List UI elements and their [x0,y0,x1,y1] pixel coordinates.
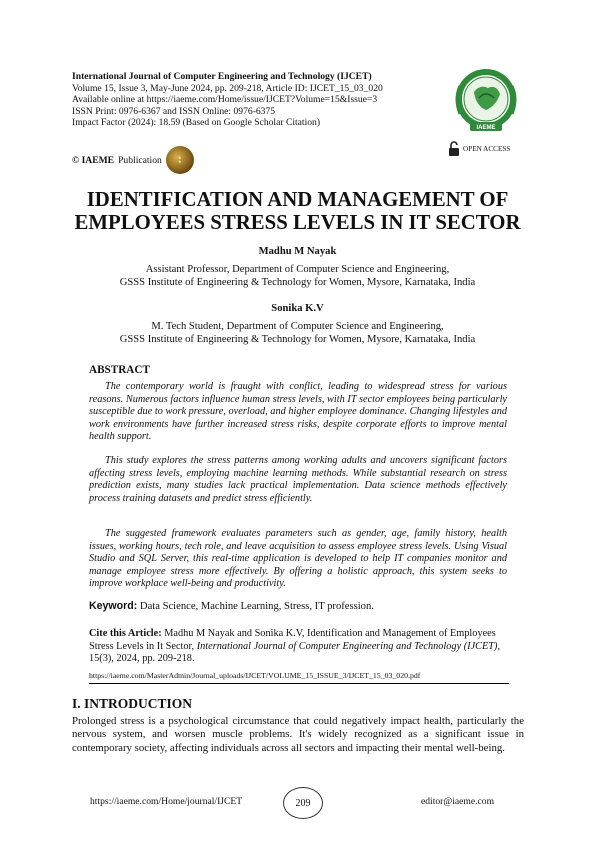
open-lock-icon [448,141,460,157]
abstract-paragraph-3 [89,528,507,591]
issn-line: ISSN Print: 0976-6367 and ISSN Online: 0976-6375 [72,105,276,117]
keywords-label: Keyword: [89,600,138,612]
journal-header [72,71,442,129]
author-affiliation-1 [40,263,555,289]
title-line-1: IDENTIFICATION AND MANAGEMENT OF [86,188,509,211]
paper-title [40,188,555,234]
citation-text: Madhu M Nayak and Sonika K.V, Identification and Management of Employees Stress Levels in It Sector, [89,628,496,652]
citation-url[interactable]: https://iaeme.com/MasterAdmin/Journal_uploads/IJCET/VOLUME_15_ISSUE_3/IJCET_15_03_020.pdf [89,671,421,680]
available-online-line[interactable]: Available online at https://iaeme.com/Home/issue/IJCET?Volume=15&Issue=3 [72,94,378,106]
citation-details: , 15(3), 2024, pp. 209-218. [89,640,501,664]
abstract-heading: ABSTRACT [89,364,150,376]
divider [89,683,509,684]
author-name-2: Sonika K.V [271,303,324,314]
abstract-text: The suggested framework evaluates parameters such as gender, age, family history, health issues, working hours, tech role, and leave acquisition to assess employee stress levels. Using Visual Studio and SQL Server, this real-time application is developed to help IT companies monitor and manage employee stress more effectively. By offering a holistic approach, this system seeks to improve workplace well-being and productivity. [89,528,507,590]
journal-title: International Journal of Computer Engineering and Technology (IJCET) [72,71,372,82]
author-affiliation-2 [40,320,555,346]
abstract-text: This study explores the stress patterns among working adults and uncovers significant factors affecting stress levels, employing machine learning methods. While substantial research on stress prediction exists, many studies lack practical implementation. Data science methods effectively process training datasets and predict stress efficiently. [89,455,507,504]
citation-label: Cite this Article: [89,628,162,639]
title-line-2: EMPLOYEES STRESS LEVELS IN IT SECTOR [74,211,521,234]
publisher-brand: © IAEME [72,154,115,166]
publisher-suffix: Publication [118,154,162,166]
affiliation-line: GSSS Institute of Engineering & Technology for Women, Mysore, Karnataka, India [119,277,476,288]
keywords-text: Data Science, Machine Learning, Stress, IT profession. [137,601,374,612]
citation-journal: International Journal of Computer Engineering and Technology (IJCET) [196,640,498,652]
section-body: Prolonged stress is a psychological circumstance that could negatively impact health, particularly the nervous system, and worsen muscle problems. It's widely recognized as a significant issue in contemporary society, affecting individuals across all sectors and impacting their mental well-being. [72,715,524,754]
award-badge-icon: ★ ★ [166,146,194,174]
affiliation-line: GSSS Institute of Engineering & Technology for Women, Mysore, Karnataka, India [119,334,476,345]
svg-text:IAEME: IAEME [476,125,496,131]
footer-email-link[interactable]: editor@iaeme.com [421,796,495,807]
volume-line: Volume 15, Issue 3, May-June 2024, pp. 209-218, Article ID: IJCET_15_03_020 [72,82,383,94]
abstract-paragraph-1 [89,381,507,444]
author-name-1: Madhu M Nayak [258,246,337,257]
abstract-paragraph-2 [89,455,507,505]
keywords [89,600,374,612]
impact-factor-line: Impact Factor (2024): 18.59 (Based on Google Scholar Citation) [72,117,321,129]
footer-journal-link[interactable]: https://iaeme.com/Home/journal/IJCET [90,796,243,807]
page-number-text: 209 [295,797,311,809]
open-access-badge [448,141,510,157]
affiliation-line: M. Tech Student, Department of Computer Science and Engineering, [151,321,444,332]
open-access-label: OPEN ACCESS [463,145,511,153]
publisher-row [72,146,194,174]
page-number [283,787,323,819]
iaeme-logo [446,66,526,136]
abstract-text: The contemporary world is fraught with conflict, leading to widespread stress for various reasons. Numerous factors influence human stress levels, with IT sector employees being particularly susceptible due to work pressure, overload, and higher employee dominance. Changing lifestyles and work environments have further increased stress risks, despite corporate efforts to improve mental health support. [89,381,507,443]
affiliation-line: Assistant Professor, Department of Computer Science and Engineering, [145,264,450,275]
section-heading: I. INTRODUCTION [72,696,193,711]
citation [89,628,509,666]
